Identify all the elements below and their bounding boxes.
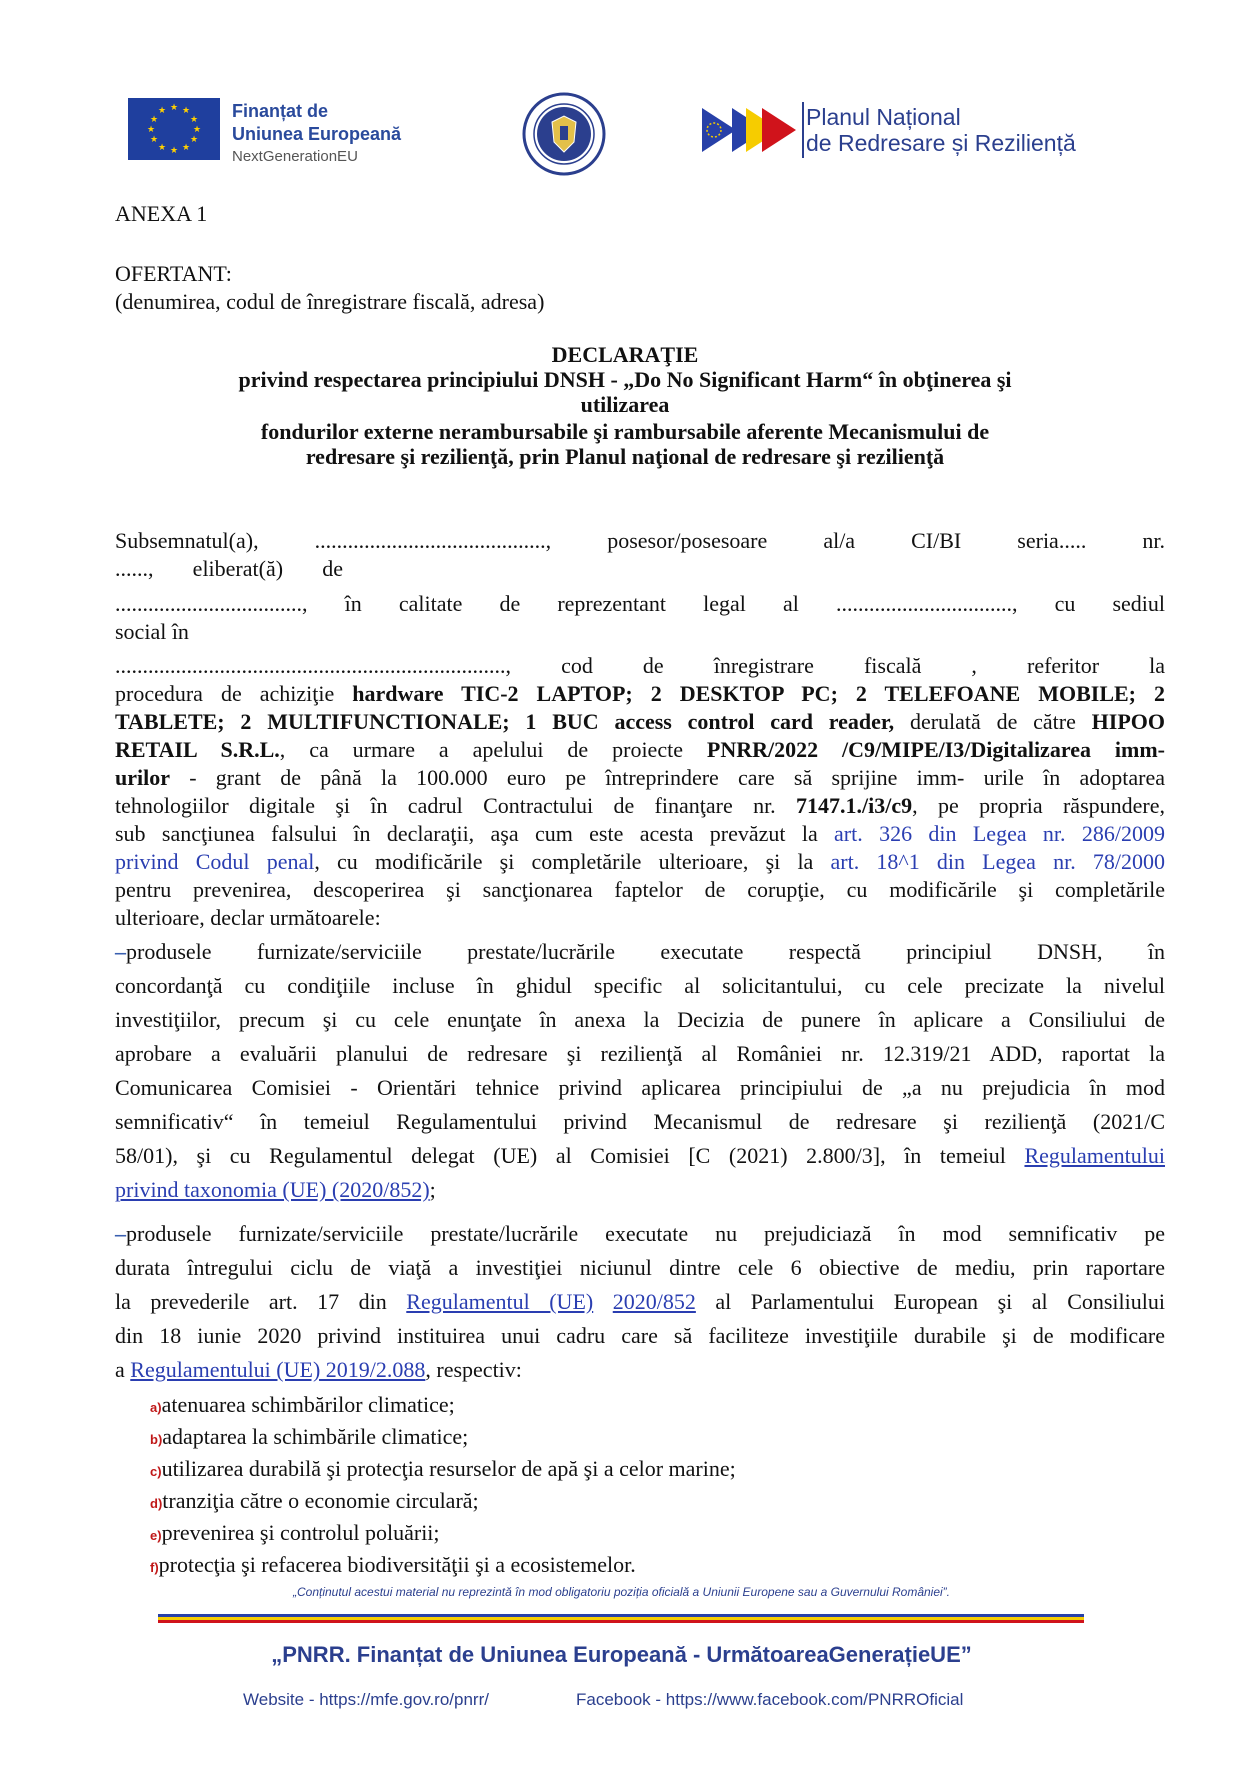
regulation-2019-2088-link[interactable]: Regulamentului (UE) 2019/2.088 bbox=[130, 1357, 426, 1382]
p1-text: RETAIL S.R.L. bbox=[115, 737, 280, 762]
p1-text: , ca urmare a apelului de proiecte bbox=[279, 737, 707, 762]
p1-line: social în bbox=[115, 619, 189, 644]
objective-text: utilizarea durabilă şi protecţia resurselor de apă şi a celor marine; bbox=[161, 1456, 736, 1481]
objective-text: adaptarea la schimbările climatice; bbox=[162, 1424, 469, 1449]
objective-item bbox=[150, 1487, 479, 1518]
pnrr-logo-line1: Planul Național bbox=[806, 104, 961, 130]
objective-item bbox=[150, 1423, 468, 1454]
objective-label: b) bbox=[150, 1432, 163, 1447]
bullet-1-line bbox=[115, 1143, 1165, 1169]
pnrr-logo-line2: de Redresare și Reziliență bbox=[806, 130, 1076, 156]
bullet-1-line: semnificativ“ în temeiul Regulamentului privind Mecanismul de redresare şi rezilienţă (2021/C bbox=[115, 1109, 1165, 1134]
objective-label: a) bbox=[150, 1400, 162, 1415]
eu-logo-line1: Finanțat de bbox=[232, 101, 329, 121]
pnrr-slogan: „PNRR. Finanțat de Uniunea Europeană - UrmătoareaGenerațieUE” bbox=[271, 1642, 972, 1667]
pnrr-logo bbox=[702, 102, 1076, 163]
bullet-text: produsele furnizate/serviciile prestate/lucrările executate respectă principiul DNSH, în bbox=[126, 939, 1165, 964]
eu-flag-icon: ★ ★ ★ ★ ★ ★ ★ ★ ★ ★ ★ ★ bbox=[128, 98, 220, 160]
objective-text: atenuarea schimbărilor climatice; bbox=[161, 1392, 455, 1417]
website-link[interactable]: Website - https://mfe.gov.ro/pnrr/ bbox=[243, 1690, 489, 1709]
objective-label: c) bbox=[150, 1464, 162, 1479]
anticorruption-law-link[interactable]: art. 18^1 din Legea nr. 78/2000 bbox=[830, 849, 1165, 874]
p1-line bbox=[115, 765, 1165, 791]
objective-item bbox=[150, 1551, 636, 1582]
taxonomy-regulation-link[interactable]: Regulamentului bbox=[1024, 1143, 1165, 1168]
objective-label: d) bbox=[150, 1496, 163, 1511]
p1-text: , cu modificările şi completările ulterioare, şi la bbox=[314, 849, 831, 874]
p1-line: Subsemnatul(a), .........................................., posesor/posesoare al/a CI/BI seria..... nr. bbox=[115, 528, 1165, 553]
p1-text: procedura de achiziţie bbox=[115, 681, 353, 706]
dash-bullet: – bbox=[115, 1221, 126, 1246]
objective-text: tranziţia către o economie circulară; bbox=[162, 1488, 479, 1513]
objective-label: f) bbox=[150, 1560, 159, 1575]
eu-logo-line3: NextGenerationEU bbox=[232, 148, 358, 165]
declaration-subtitle-2: utilizarea bbox=[580, 392, 670, 417]
p1-text: TABLETE; 2 MULTIFUNCTIONALE; 1 BUC access control card reader, bbox=[115, 709, 895, 734]
bidder-details-hint: (denumirea, codul de înregistrare fiscală, adresa) bbox=[115, 289, 545, 314]
p1-line: ulterioare, declar următoarele: bbox=[115, 905, 381, 930]
bullet-2-line bbox=[115, 1357, 1165, 1383]
bullet-text: al Parlamentului European şi al Consiliului bbox=[695, 1289, 1165, 1314]
bullet-1-line: concordanţă cu condiţiile incluse în ghidul specific al solicitantului, cu cele precizate la nivelul bbox=[115, 973, 1165, 998]
bullet-1-line bbox=[115, 939, 1165, 965]
bullet-text: ; bbox=[429, 1177, 436, 1202]
bullet-2-line bbox=[115, 1289, 1165, 1315]
bullet-1-line bbox=[115, 1177, 1165, 1203]
bullet-2-line bbox=[115, 1221, 1165, 1247]
eu-funding-logo bbox=[128, 98, 401, 168]
regulation-2020-852-link[interactable]: 2020/852 bbox=[612, 1289, 696, 1314]
bidder-label: OFERTANT: bbox=[115, 261, 232, 286]
bullet-2-line: durata întregului ciclu de viaţă a investiţiei niciunul dintre cele 6 obiective de mediu, prin raportare bbox=[115, 1255, 1165, 1280]
objective-item bbox=[150, 1391, 455, 1422]
p1-line: .................................., în calitate de reprezentant legal al ................................, cu sediul bbox=[115, 591, 1165, 616]
p1-line: pentru prevenirea, descoperirea şi sancţionarea faptelor de corupţie, cu modificările şi completările bbox=[115, 877, 1165, 902]
p1-line bbox=[115, 793, 1165, 819]
bullet-text: produsele furnizate/serviciile prestate/lucrările executate nu prejudiciază în mod semnificativ pe bbox=[126, 1221, 1165, 1246]
taxonomy-regulation-link[interactable]: privind taxonomia (UE) (2020/852) bbox=[115, 1177, 430, 1202]
p1-line: ......, eliberat(ă) de bbox=[115, 556, 343, 581]
p1-line bbox=[115, 849, 1165, 875]
objective-item bbox=[150, 1519, 440, 1550]
bullet-1-line: Comunicarea Comisiei - Orientări tehnice privind aplicarea principiului de „a nu prejudicia în mod bbox=[115, 1075, 1165, 1100]
objective-text: prevenirea şi controlul poluării; bbox=[161, 1520, 440, 1545]
p1-line bbox=[115, 737, 1165, 763]
p1-text: sub sancţiunea falsului în declaraţii, aşa cum este acesta prevăzut la bbox=[115, 821, 835, 846]
bullet-2-line: din 18 iunie 2020 privind instituirea unui cadru care să faciliteze investiţiile durabile şi de modificare bbox=[115, 1323, 1165, 1348]
p1-text: urilor bbox=[115, 765, 170, 790]
p1-line bbox=[115, 709, 1165, 735]
objective-label: e) bbox=[150, 1528, 162, 1543]
p1-line bbox=[115, 821, 1165, 847]
bullet-1-line: investiţiilor, precum şi cu cele enunţate în anexa la Decizia de punere în aplicare a Consiliului de bbox=[115, 1007, 1165, 1032]
facebook-link[interactable]: Facebook - https://www.facebook.com/PNRROficial bbox=[576, 1690, 964, 1709]
disclaimer-note: „Conținutul acestui material nu reprezintă în mod obligatoriu poziția oficială a Uniunii Europene sau a Guvernului României”. bbox=[292, 1585, 951, 1599]
p1-line: ......................................................................., cod de înregistrare fiscală , referitor la bbox=[115, 653, 1165, 678]
p1-text: - grant de până la 100.000 euro pe întreprindere care să sprijine imm- urile în adoptarea bbox=[170, 765, 1165, 790]
bullet-1-line: aprobare a evaluării planului de redresare şi rezilienţă al României nr. 12.319/21 ADD, raportat la bbox=[115, 1041, 1165, 1066]
p1-text: derulată de către bbox=[894, 709, 1092, 734]
bullet-text: a bbox=[115, 1357, 131, 1382]
eu-logo-line2: Uniunea Europeană bbox=[232, 124, 402, 144]
p1-text: PNRR/2022 /C9/MIPE/I3/Digitalizarea imm- bbox=[706, 737, 1165, 762]
regulation-2020-852-link[interactable]: Regulamentul (UE) bbox=[406, 1289, 594, 1314]
objective-text: protecţia şi refacerea biodiversităţii şi a ecosistemelor. bbox=[158, 1552, 636, 1577]
penal-code-link[interactable]: art. 326 din Legea nr. 286/2009 bbox=[834, 821, 1165, 846]
annex-label: ANEXA 1 bbox=[115, 201, 208, 226]
bullet-text: 58/01), şi cu Regulamentul delegat (UE) al Comisiei [C (2021) 2.800/3], în temeiul bbox=[115, 1143, 1025, 1168]
objective-item bbox=[150, 1455, 736, 1486]
bullet-text: , respectiv: bbox=[425, 1357, 522, 1382]
declaration-subtitle-3: fondurilor externe nerambursabile şi rambursabile aferente Mecanismului de bbox=[260, 419, 990, 444]
pnrr-flag-arrows-icon bbox=[702, 102, 798, 158]
p1-line bbox=[115, 681, 1165, 707]
penal-code-link[interactable]: privind Codul penal bbox=[115, 849, 315, 874]
declaration-title-block bbox=[130, 342, 1120, 469]
bullet-text bbox=[593, 1289, 613, 1314]
p1-text: , pe propria răspundere, bbox=[912, 793, 1165, 818]
government-seal-icon bbox=[522, 92, 606, 176]
header-logos bbox=[0, 92, 1243, 182]
dash-bullet: – bbox=[115, 939, 126, 964]
footer-divider-red bbox=[158, 1620, 1084, 1623]
declaration-title: DECLARAŢIE bbox=[551, 342, 699, 367]
declaration-subtitle-4: redresare şi rezilienţă, prin Planul naţional de redresare şi rezilienţă bbox=[305, 444, 945, 469]
declaration-subtitle-1: privind respectarea principiului DNSH - „Do No Significant Harm“ în obţinerea şi bbox=[238, 367, 1012, 392]
p1-text: hardware TIC-2 LAPTOP; 2 DESKTOP PC; 2 TELEFOANE MOBILE; 2 bbox=[352, 681, 1165, 706]
bullet-text: la prevederile art. 17 din bbox=[115, 1289, 407, 1314]
p1-text: HIPOO bbox=[1091, 709, 1165, 734]
p1-text: tehnologiilor digitale şi în cadrul Contractului de finanţare nr. bbox=[115, 793, 797, 818]
p1-text: 7147.1./i3/c9 bbox=[796, 793, 913, 818]
